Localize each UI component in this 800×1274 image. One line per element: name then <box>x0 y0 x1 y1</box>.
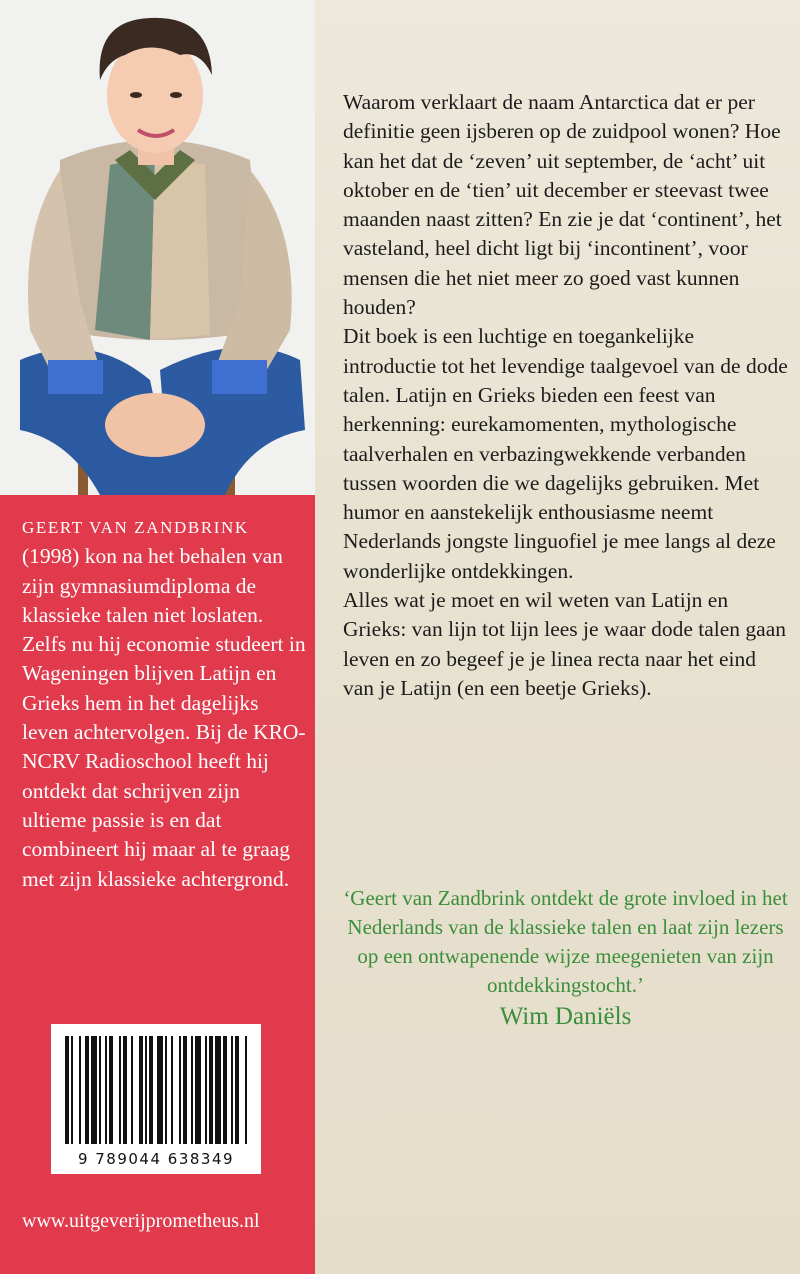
barcode-bar <box>123 1036 127 1144</box>
barcode-bar <box>165 1036 167 1144</box>
left-panel <box>0 0 315 1274</box>
author-bio-text: (1998) kon na het behalen van zijn gymnasiumdiploma de klassieke talen niet loslaten. Zelfs nu hij economie studeert in Wageningen blijven Latijn en Grieks hem in het dagelijks leven achtervolgen. Bij de KRO-NCRV Radioschool heeft hij ontdekt dat schrijven zijn ultieme passie is en dat combineert hij maar al te graag met zijn klassieke achtergrond. <box>22 544 306 891</box>
blurb <box>343 88 788 703</box>
barcode-bar <box>235 1036 239 1144</box>
author-photo <box>0 0 315 495</box>
barcode-bar <box>85 1036 89 1144</box>
author-name: GEERT VAN ZANDBRINK <box>22 518 249 537</box>
barcode-bar <box>157 1036 163 1144</box>
barcode-bar <box>145 1036 147 1144</box>
barcode-bar <box>119 1036 121 1144</box>
quote-text: ‘Geert van Zandbrink ontdekt de grote invloed in het Nederlands van de klassieke talen en laat zijn lezers op een ontwapenende wijze meegenieten van zijn ontdekkingstocht.’ <box>343 886 788 997</box>
barcode-bar <box>183 1036 187 1144</box>
barcode-bar <box>231 1036 233 1144</box>
blurb-paragraph-3: Alles wat je moet en wil weten van Latijn en Grieks: van lijn tot lijn lees je waar dode talen gaan leven en zo begeef je je linea recta naar het eind van je Latijn (en een beetje Grieks). <box>343 588 786 700</box>
barcode-bar <box>131 1036 133 1144</box>
barcode-bar <box>215 1036 221 1144</box>
barcode-bar <box>79 1036 81 1144</box>
barcode-bar <box>71 1036 73 1144</box>
blurb-paragraph-1: Waarom verklaart de naam Antarctica dat er per definitie geen ijsberen op de zuidpool wonen? Hoe kan het dat de ‘zeven’ uit september, de ‘acht’ uit oktober en de ‘tien’ uit december er steevast twee maanden naast zitten? En zie je dat ‘continent’, het vasteland, heel dicht ligt bij ‘incontinent’, voor mensen die het niet meer zo goed vast kunnen houden? <box>343 90 782 320</box>
barcode-bar <box>209 1036 213 1144</box>
barcode-bar <box>105 1036 107 1144</box>
barcode-bar <box>171 1036 173 1144</box>
barcode-bar <box>245 1036 247 1144</box>
barcode-bar <box>139 1036 143 1144</box>
barcode-number: 9 789044 638349 <box>77 1150 235 1168</box>
barcode-bar <box>195 1036 201 1144</box>
barcode-bar <box>191 1036 193 1144</box>
barcode-bar <box>99 1036 101 1144</box>
barcode-bar <box>223 1036 227 1144</box>
publisher-website[interactable]: www.uitgeverijprometheus.nl <box>22 1210 260 1232</box>
blurb-paragraph-2: Dit boek is een luchtige en toegankelijke introductie tot het levendige taalgevoel van de dode talen. Latijn en Grieks bieden een feest van herkenning: eurekamomenten, mythologische taalverhalen en verbazingwekkende verbanden tussen woorden die we dagelijks gebruiken. Met humor en aanstekelijk enthousiasme neemt Nederlands jongste linguofiel je mee langs al deze wonderlijke ontdekkingen. <box>343 324 788 583</box>
barcode-bar <box>149 1036 153 1144</box>
author-bio <box>22 512 307 894</box>
barcode <box>51 1024 261 1174</box>
barcode-bar <box>109 1036 113 1144</box>
barcode-bar <box>65 1036 69 1144</box>
barcode-bar <box>179 1036 181 1144</box>
barcode-bar <box>205 1036 207 1144</box>
barcode-bar <box>91 1036 97 1144</box>
quote-author: Wim Daniëls <box>499 1003 632 1030</box>
review-quote <box>343 884 788 1031</box>
